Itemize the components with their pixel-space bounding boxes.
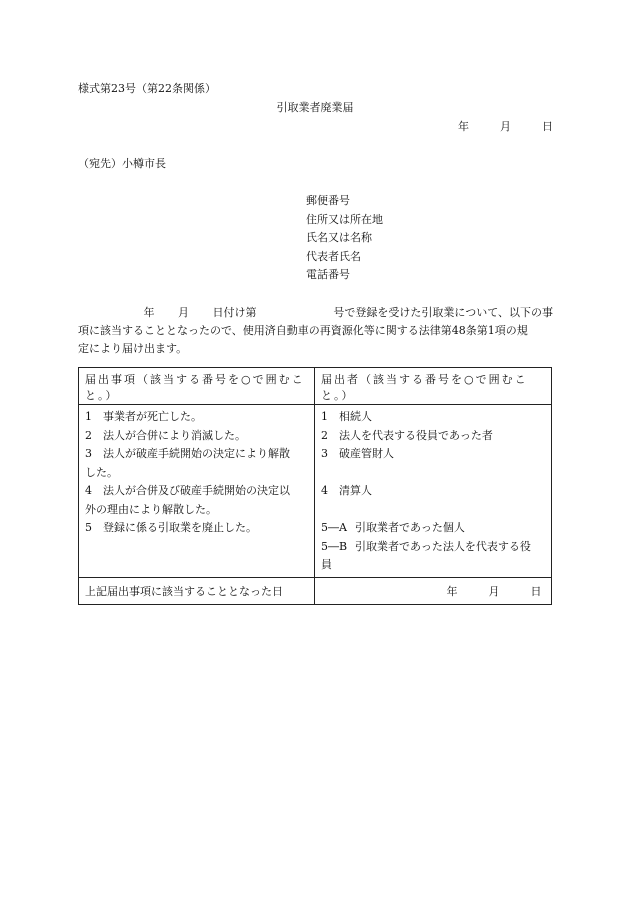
footer-year-label: 年 bbox=[446, 584, 458, 598]
notification-table bbox=[78, 367, 552, 605]
notifier-option[interactable]: 4 清算人 bbox=[321, 484, 372, 497]
matter-option[interactable]: 4 法人が合併及び破産手続開始の決定以 bbox=[85, 484, 290, 497]
declaration-line-3: 定により届け出ます。 bbox=[78, 342, 188, 355]
notifier-list-cell bbox=[315, 405, 552, 578]
applicable-date-field[interactable] bbox=[315, 577, 552, 604]
matter-option[interactable]: 1 事業者が死亡した。 bbox=[85, 410, 202, 423]
decl-month: 月 bbox=[177, 306, 189, 319]
representative-label: 代表者氏名 bbox=[306, 249, 361, 263]
matter-option[interactable]: 3 法人が破産手続開始の決定により解散 bbox=[85, 447, 290, 460]
decl-day-ref: 日付け第 bbox=[212, 306, 257, 319]
notifier-option[interactable]: 1 相続人 bbox=[321, 410, 372, 423]
form-number: 様式第23号（第22条関係） bbox=[78, 82, 216, 95]
postal-code-label: 郵便番号 bbox=[306, 194, 350, 207]
submission-date bbox=[458, 120, 553, 134]
matter-option-continued: 外の理由により解散した。 bbox=[85, 502, 217, 516]
notifier-header: 届出者（該当する番号を○で囲むこと。） bbox=[321, 373, 528, 402]
date-year-label: 年 bbox=[458, 120, 469, 133]
matter-option[interactable]: 2 法人が合併により消滅した。 bbox=[85, 428, 246, 442]
footer-month-label: 月 bbox=[488, 584, 500, 598]
phone-label: 電話番号 bbox=[306, 268, 350, 281]
notifier-option[interactable]: 3 破産管財人 bbox=[321, 447, 394, 460]
addressee: （宛先）小樽市長 bbox=[78, 157, 166, 170]
applicable-date-label: 上記届出事項に該当することとなった日 bbox=[85, 584, 283, 598]
notifier-option[interactable]: 5―A 引取業者であった個人 bbox=[321, 521, 465, 534]
applicant-fields bbox=[306, 194, 383, 287]
matters-list-cell bbox=[79, 405, 315, 578]
matters-header-cell bbox=[79, 368, 315, 405]
matter-option[interactable]: 5 登録に係る引取業を廃止した。 bbox=[85, 521, 257, 534]
date-month-label: 月 bbox=[500, 120, 511, 133]
notifier-header-cell bbox=[315, 368, 552, 405]
notifier-option[interactable]: 5―B 引取業者であった法人を代表する役 bbox=[321, 539, 531, 553]
notifier-option-continued: 員 bbox=[321, 558, 332, 571]
decl-number-suffix: 号で登録を受けた引取業について、以下の事 bbox=[333, 306, 553, 319]
date-label-cell bbox=[79, 577, 315, 604]
name-label: 氏名又は名称 bbox=[306, 231, 372, 244]
address-label: 住所又は所在地 bbox=[306, 212, 383, 226]
decl-year: 年 bbox=[143, 306, 155, 319]
date-day-label: 日 bbox=[542, 120, 553, 133]
matters-header: 届出事項（該当する番号を○で囲むこと。） bbox=[85, 373, 305, 402]
declaration-text bbox=[78, 304, 553, 358]
declaration-line-2: 項に該当することとなったので、使用済自動車の再資源化等に関する法律第48条第1項の規 bbox=[78, 324, 528, 337]
declaration-line-1 bbox=[78, 304, 553, 322]
notifier-option[interactable]: 2 法人を代表する役員であった者 bbox=[321, 428, 493, 442]
document-title: 引取業者廃業届 bbox=[276, 101, 354, 114]
footer-day-label: 日 bbox=[530, 584, 542, 598]
matter-option-continued: した。 bbox=[85, 465, 118, 479]
